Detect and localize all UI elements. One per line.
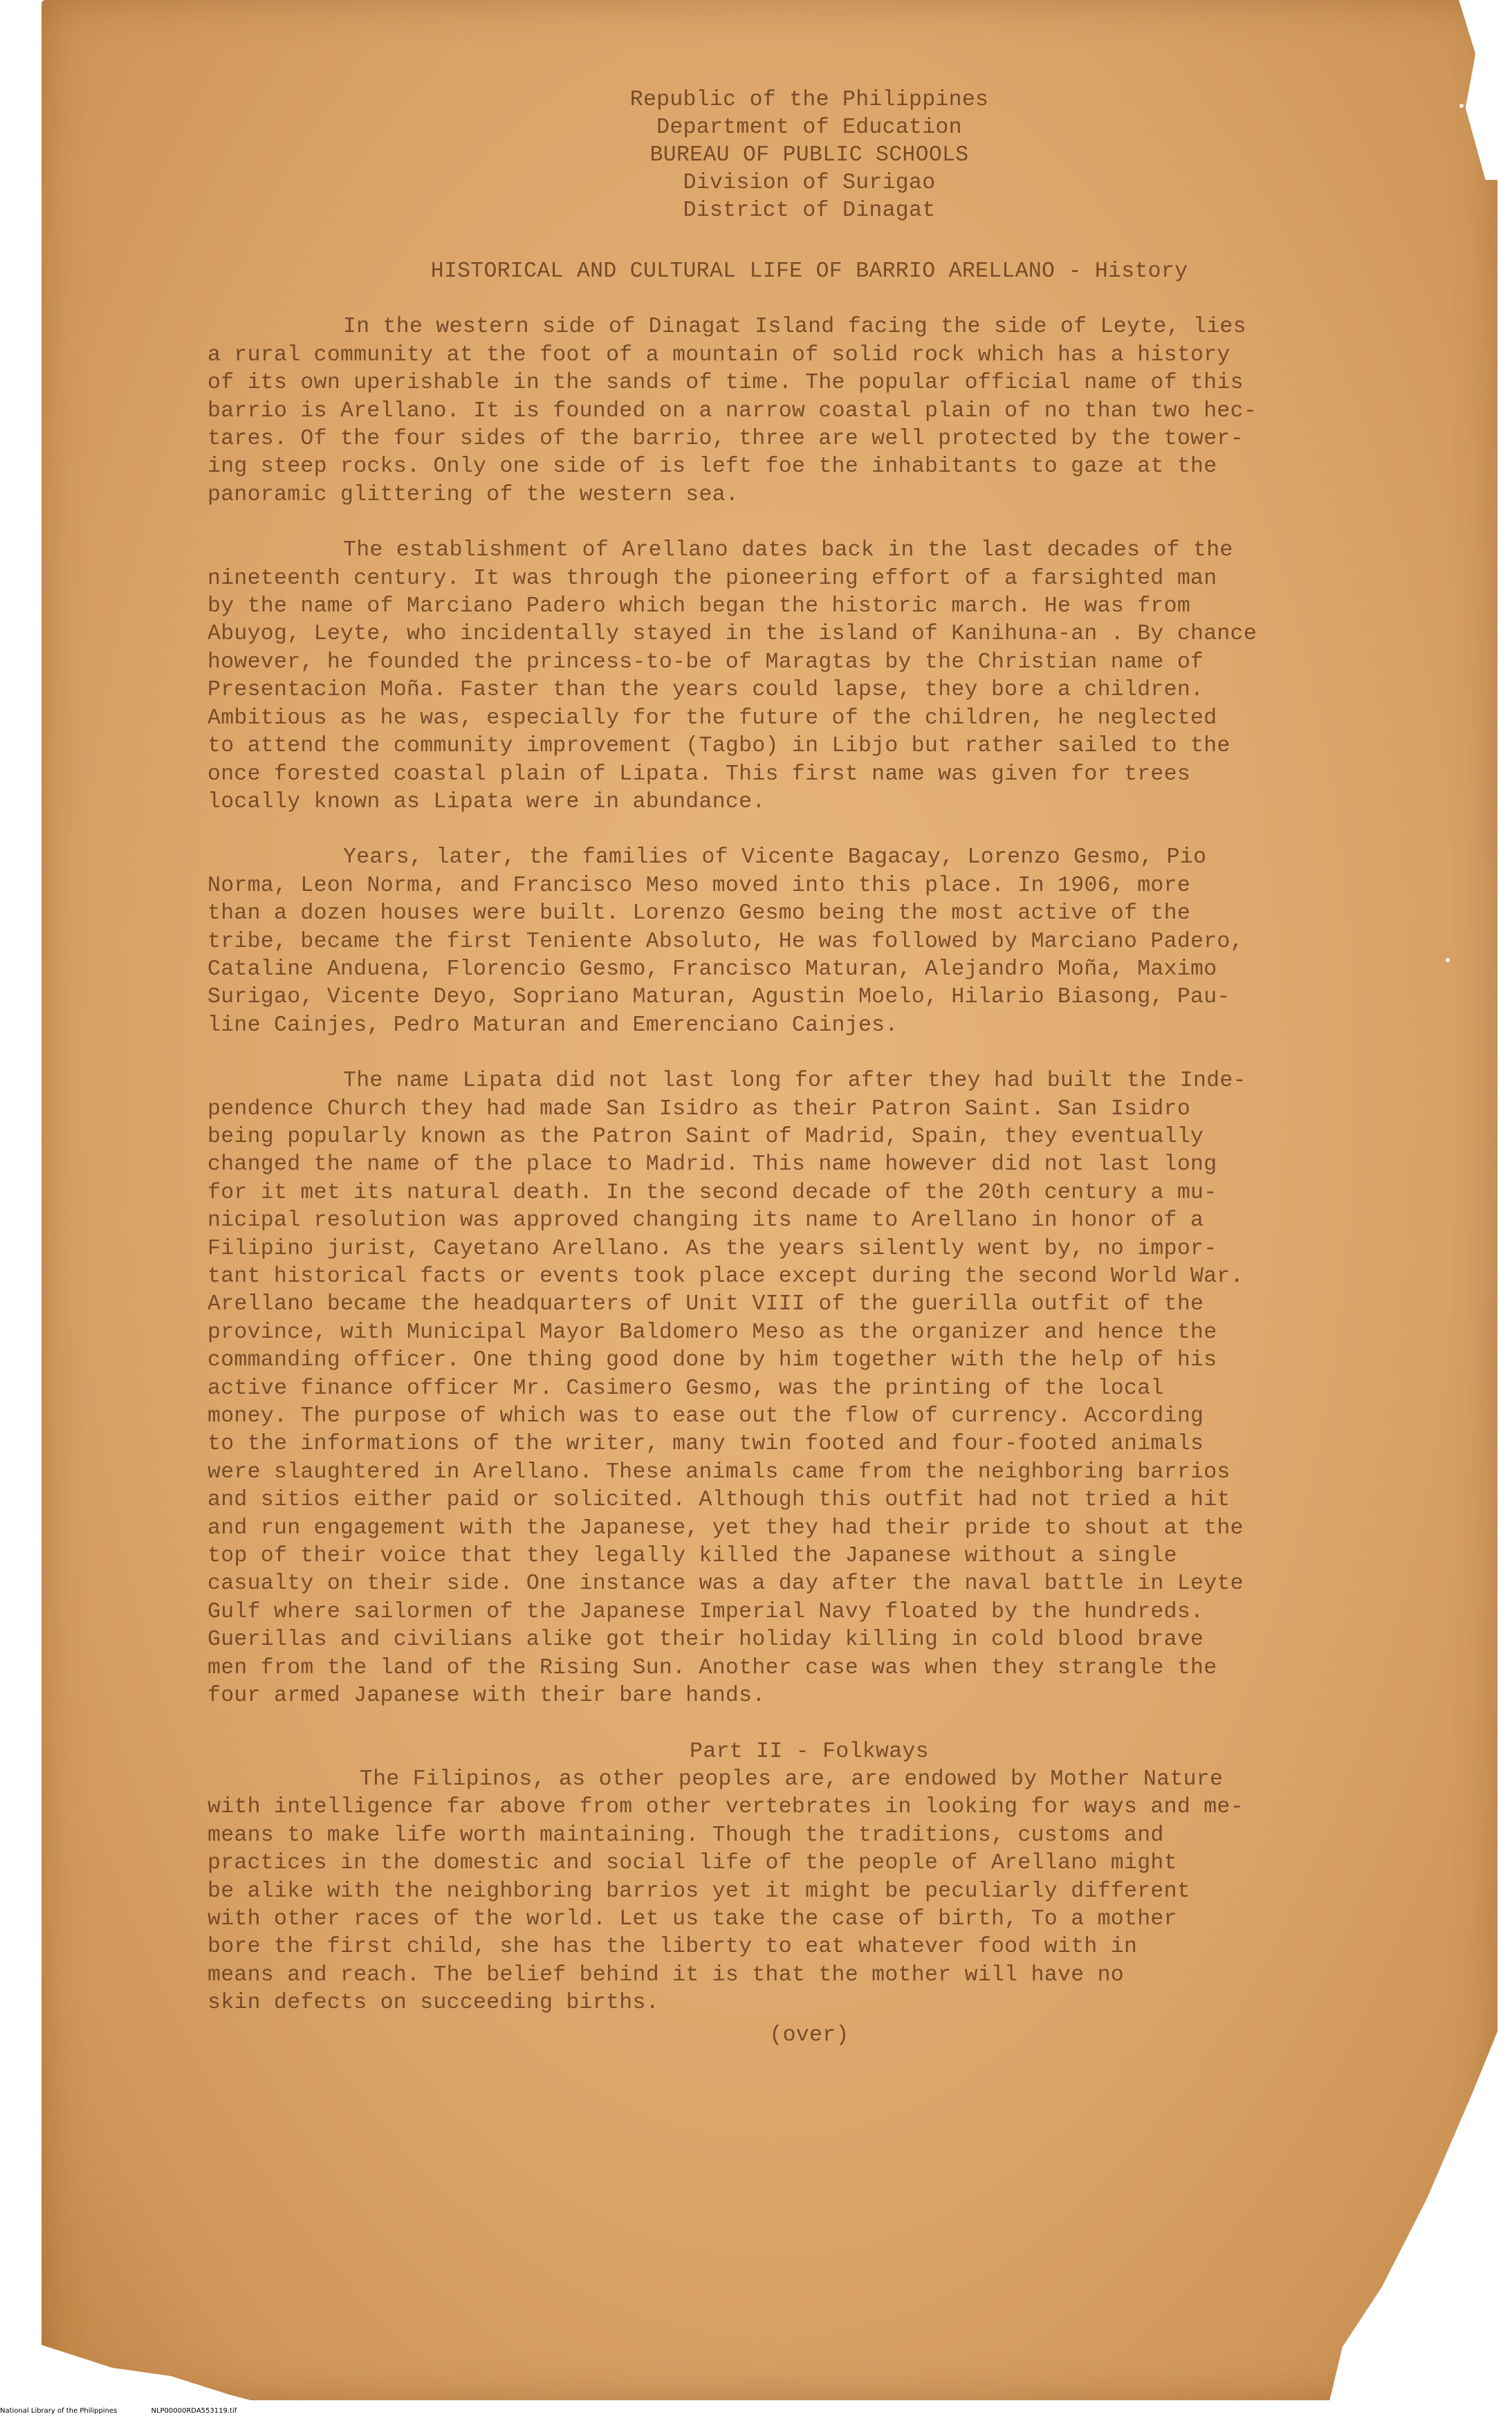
text-line: Filipino jurist, Cayetano Arellano. As the years silently went by, no impor- <box>208 1236 1217 1261</box>
text-line: Gulf where sailormen of the Japanese Imperial Navy floated by the hundreds. <box>208 1599 1204 1624</box>
paragraph-2 <box>208 537 1411 816</box>
text-line: once forested coastal plain of Lipata. This first name was given for trees <box>208 762 1191 786</box>
header-line: Republic of the Philippines <box>629 88 989 112</box>
text-line: Norma, Leon Norma, and Francisco Meso moved into this place. In 1906, more <box>208 873 1191 898</box>
text-line: Years, later, the families of Vicente Bagacay, Lorenzo Gesmo, Pio <box>343 845 1207 870</box>
text-line: Arellano became the headquarters of Unit VIII of the guerilla outfit of the <box>208 1292 1204 1317</box>
text-line: The establishment of Arellano dates back in the last decades of the <box>343 538 1233 563</box>
document-body <box>208 86 1411 2050</box>
paragraph-4 <box>208 1067 1411 1710</box>
text-line: and run engagement with the Japanese, yet they had their pride to shout at the <box>208 1516 1244 1540</box>
text-line: tant historical facts or events took place except during the second World War. <box>208 1264 1244 1289</box>
text-line: ing steep rocks. Only one side of is left foe the inhabitants to gaze at the <box>208 454 1217 479</box>
header-line: Department of Education <box>656 116 962 140</box>
header-line: Division of Surigao <box>683 171 936 195</box>
text-line: nicipal resolution was approved changing its name to Arellano in honor of a <box>208 1208 1204 1233</box>
header-line: District of Dinagat <box>683 199 936 223</box>
text-line: top of their voice that they legally killed the Japanese without a single <box>208 1544 1177 1569</box>
letterhead <box>173 86 1446 225</box>
text-line: be alike with the neighboring barrios yet it might be peculiarly different <box>208 1879 1191 1904</box>
text-line: were slaughtered in Arellano. These animals came from the neighboring barrios <box>208 1460 1230 1484</box>
text-line: pendence Church they had made San Isidro as their Patron Saint. San Isidro <box>208 1096 1191 1121</box>
text-line: Ambitious as he was, especially for the future of the children, he neglected <box>208 706 1217 730</box>
text-line: for it met its natural death. In the second decade of the 20th century a mu- <box>208 1180 1217 1205</box>
text-line: panoramic glittering of the western sea. <box>208 482 739 507</box>
text-line: than a dozen houses were built. Lorenzo Gesmo being the most active of the <box>208 901 1191 926</box>
text-line: men from the land of the Rising Sun. Another case was when they strangle the <box>208 1655 1217 1680</box>
text-line: to the informations of the writer, many twin footed and four-footed animals <box>208 1432 1204 1457</box>
text-line: Guerillas and civilians alike got their holiday killing in cold blood brave <box>208 1628 1204 1653</box>
text-line: changed the name of the place to Madrid. This name however did not last long <box>208 1152 1217 1177</box>
text-line: by the name of Marciano Padero which began the historic march. He was from <box>208 594 1191 619</box>
text-line: The Filipinos, as other peoples are, are endowed by Mother Nature <box>360 1767 1224 1792</box>
text-line: with other races of the world. Let us take the case of birth, To a mother <box>208 1906 1177 1931</box>
library-credit: National Library of the Philippines <box>0 2407 118 2415</box>
text-line: Presentacion Moña. Faster than the years could lapse, they bore a children. <box>208 678 1204 703</box>
text-line: however, he founded the princess-to-be of Maragtas by the Christian name of <box>208 650 1204 674</box>
text-line: Cataline Anduena, Florencio Gesmo, Francisco Maturan, Alejandro Moña, Maximo <box>208 957 1217 982</box>
text-line: Surigao, Vicente Deyo, Sopriano Maturan, Agustin Moelo, Hilario Biasong, Pau- <box>208 985 1230 1010</box>
text-line: with intelligence far above from other vertebrates in looking for ways and me- <box>208 1795 1244 1820</box>
paragraph-3 <box>208 844 1411 1040</box>
punch-hole <box>1459 104 1464 108</box>
text-line: tribe, became the first Teniente Absoluto, He was followed by Marciano Padero, <box>208 929 1244 954</box>
text-line: skin defects on succeeding births. <box>208 1991 659 2016</box>
section-heading: Part II - Folkways <box>690 1739 929 1764</box>
text-line: locally known as Lipata were in abundance. <box>208 789 766 814</box>
text-line: barrio is Arellano. It is founded on a narrow coastal plain of no than two hec- <box>208 398 1257 423</box>
header-line: BUREAU OF PUBLIC SCHOOLS <box>649 143 969 167</box>
text-line: nineteenth century. It was through the pioneering effort of a farsighted man <box>208 566 1217 591</box>
text-line: being popularly known as the Patron Saint of Madrid, Spain, they eventually <box>208 1124 1204 1149</box>
scan-footer <box>0 2407 268 2415</box>
paragraph-1 <box>208 313 1411 509</box>
text-line: Abuyog, Leyte, who incidentally stayed in the island of Kanihuna-an . By chance <box>208 622 1257 647</box>
text-line: In the western side of Dinagat Island facing the side of Leyte, lies <box>343 315 1246 340</box>
paragraph-5 <box>208 1766 1411 2018</box>
text-line: province, with Municipal Mayor Baldomero Meso as the organizer and hence the <box>208 1320 1217 1345</box>
text-line: four armed Japanese with their bare hands. <box>208 1684 766 1709</box>
text-line: a rural community at the foot of a mountain of solid rock which has a history <box>208 342 1230 367</box>
punch-hole <box>1446 958 1450 962</box>
text-line: commanding officer. One thing good done by him together with the help of his <box>208 1348 1217 1373</box>
file-name: NLP00000RDA553119.tif <box>151 2407 237 2415</box>
text-line: to attend the community improvement (Tagbo) in Libjo but rather sailed to the <box>208 734 1230 759</box>
text-line: bore the first child, she has the liberty to eat whatever food with in <box>208 1935 1138 1960</box>
document-title: HISTORICAL AND CULTURAL LIFE OF BARRIO ARELLANO - History <box>430 259 1188 284</box>
text-line: tares. Of the four sides of the barrio, three are well protected by the tower- <box>208 427 1244 452</box>
text-line: means and reach. The belief behind it is that the mother will have no <box>208 1962 1125 1987</box>
page-turn-note: (over) <box>769 2023 849 2047</box>
text-line: money. The purpose of which was to ease out the flow of currency. According <box>208 1404 1204 1429</box>
text-line: means to make life worth maintaining. Though the traditions, customs and <box>208 1823 1164 1848</box>
text-line: The name Lipata did not last long for after they had built the Inde- <box>343 1069 1246 1094</box>
text-line: of its own uperishable in the sands of time. The popular official name of this <box>208 371 1244 396</box>
text-line: practices in the domestic and social life of the people of Arellano might <box>208 1851 1177 1876</box>
text-line: active finance officer Mr. Casimero Gesmo, was the printing of the local <box>208 1376 1164 1401</box>
text-line: line Cainjes, Pedro Maturan and Emerenciano Cainjes. <box>208 1013 898 1038</box>
text-line: and sitios either paid or solicited. Although this outfit had not tried a hit <box>208 1488 1230 1513</box>
text-line: casualty on their side. One instance was a day after the naval battle in Leyte <box>208 1572 1244 1596</box>
